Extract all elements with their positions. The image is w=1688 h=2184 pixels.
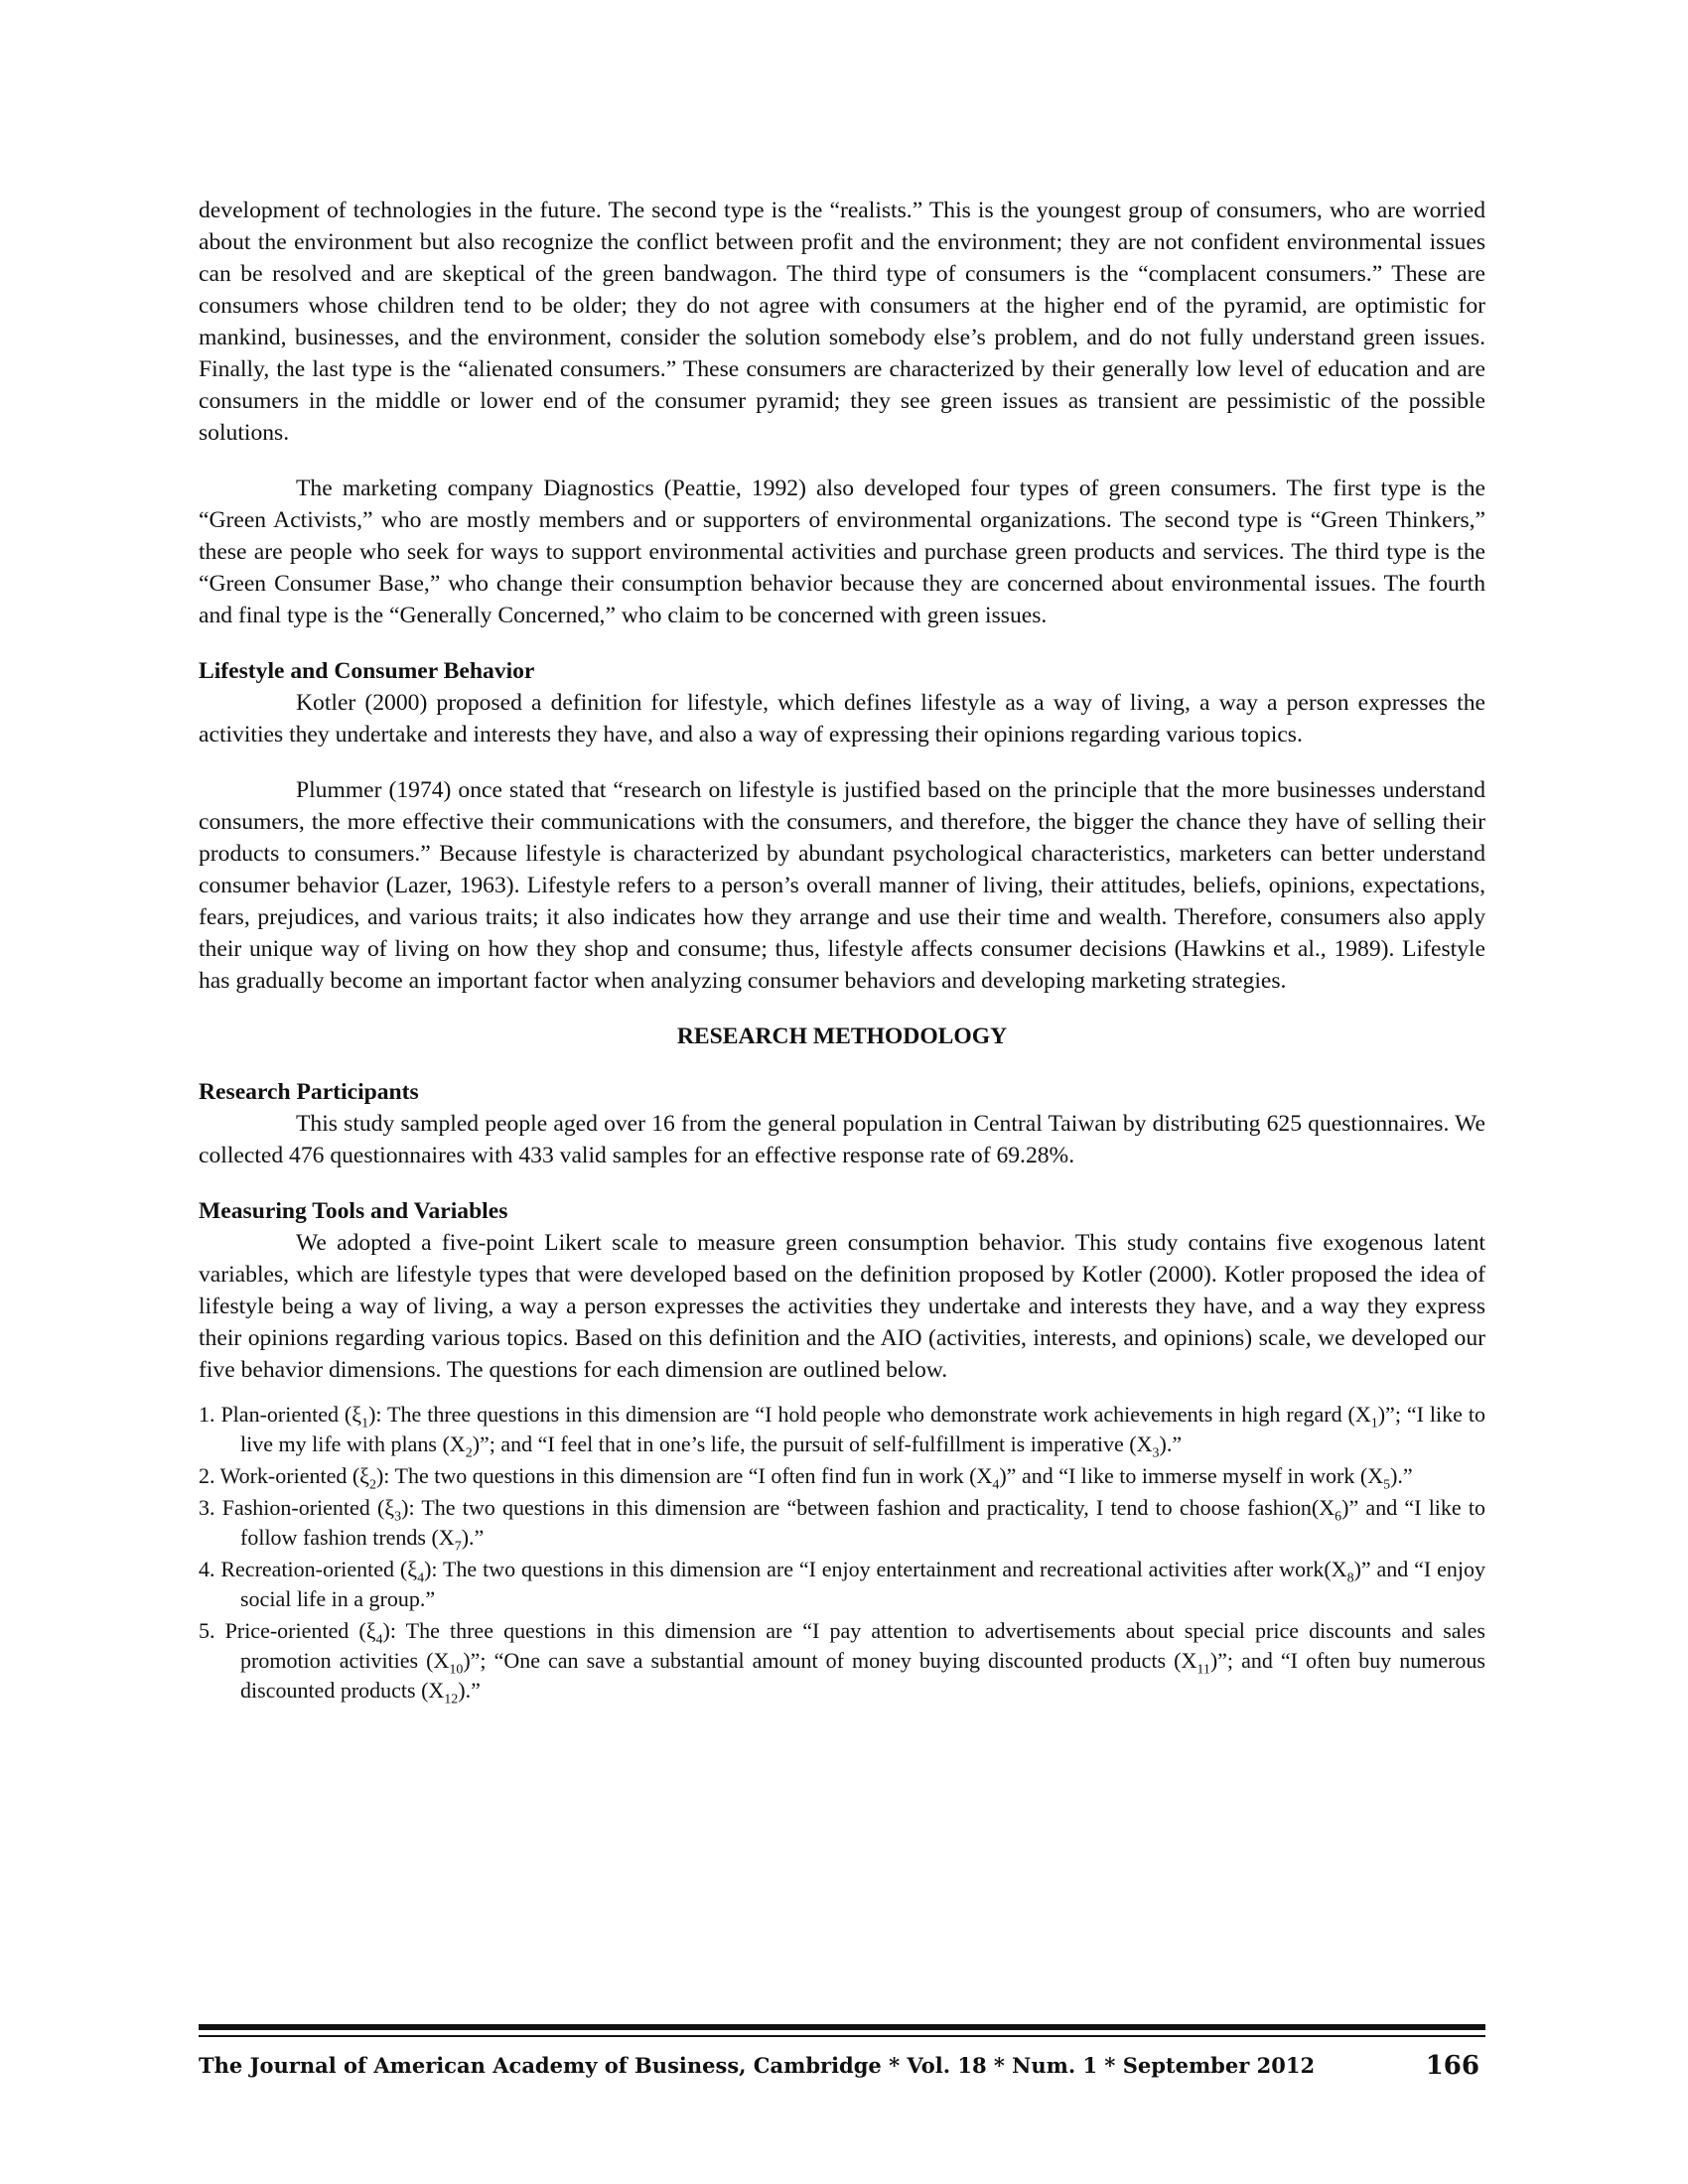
dimension-text: )”; “One can save a substantial amount of money buying discounted products (X <box>463 1648 1197 1673</box>
paragraph-consumer-types: development of technologies in the future. The second type is the “realists.” This is the youngest group of consumers, who are worried about the environment but also recognize the conflict between profit and the environment; they are not confident environmental issues can be resolved and are skeptical of the green bandwagon. The third type of consumers is the “complacent consumers.” These are consumers whose children tend to be older; they do not agree with consumers at the higher end of the pyramid, are optimistic for mankind, businesses, and the environment, consider the solution somebody else’s problem, and do not fully understand green issues. Finally, the last type is the “alienated consumers.” These consumers are characterized by their generally low level of education and are consumers in the middle or lower end of the consumer pyramid; they see green issues as transient are pessimistic of the possible solutions. <box>199 198 1485 446</box>
subscript: 8 <box>1346 1570 1354 1586</box>
subscript: 1 <box>1370 1416 1378 1432</box>
dimension-item-2 <box>199 1461 1485 1491</box>
paragraph-diagnostics-types: The marketing company Diagnostics (Peattie, 1992) also developed four types of green consumers. The first type is the “Green Activists,” who are mostly members and or supporters of environmental organizations. The second type is “Green Thinkers,” these are people who seek for ways to support environmental activities and purchase green products and services. The third type is the “Green Consumer Base,” who change their consumption behavior because they are concerned about environmental issues. The fourth and final type is the “Generally Concerned,” who claim to be concerned with green issues. <box>199 476 1485 628</box>
dimension-list <box>199 1400 1485 1706</box>
dimension-text: 3. Fashion-oriented (ξ <box>199 1495 395 1520</box>
subscript: 4 <box>992 1477 1000 1493</box>
dimension-text: 2. Work-oriented (ξ <box>199 1463 369 1488</box>
dimension-text: ).” <box>1390 1463 1413 1488</box>
paragraph-participants: This study sampled people aged over 16 from the general population in Central Taiwan by distributing 625 questionnaires. We collected 476 questionnaires with 433 valid samples for an effective response rate of 69.28%. <box>199 1111 1485 1168</box>
dimension-text: ): The two questions in this dimension are “I often find fun in work (X <box>375 1463 993 1488</box>
paragraph-measuring-tools: We adopted a five-point Likert scale to measure green consumption behavior. This study contains five exogenous latent variables, which are lifestyle types that were developed based on the definition proposed by Kotler (2000). Kotler proposed the idea of lifestyle being a way of living, a way a person expresses the activities they undertake and interests they have, and a way they express their opinions regarding various topics. Based on this definition and the AIO (activities, interests, and opinions) scale, we developed our five behavior dimensions. The questions for each dimension are outlined below. <box>199 1230 1485 1383</box>
dimension-text: )”; “I like to live my life with plans (X <box>240 1402 1485 1456</box>
dimension-item-3 <box>199 1493 1485 1553</box>
dimension-text: ): The three questions in this dimension are “I hold people who demonstrate work achievements in high regard (X <box>368 1402 1371 1427</box>
paragraph-plummer: Plummer (1974) once stated that “research on lifestyle is justified based on the principle that the more businesses understand consumers, the more effective their communications with the consumers, and therefore, the bigger the chance they have of selling their products to consumers.” Because lifestyle is characterized by abundant psychological characteristics, marketers can better understand consumer behavior (Lazer, 1963). Lifestyle refers to a person’s overall manner of living, their attitudes, beliefs, opinions, expectations, fears, prejudices, and various traits; it also indicates how they arrange and use their time and wealth. Therefore, consumers also apply their unique way of living on how they shop and consume; thus, lifestyle affects consumer decisions (Hawkins et al., 1989). Lifestyle has gradually become an important factor when analyzing consumer behaviors and developing marketing strategies. <box>199 777 1485 994</box>
dimension-text: ).” <box>1159 1432 1183 1456</box>
subscript: 2 <box>368 1477 376 1493</box>
heading-research-participants: Research Participants <box>199 1079 419 1105</box>
heading-lifestyle: Lifestyle and Consumer Behavior <box>199 658 535 684</box>
subscript: 4 <box>375 1632 383 1648</box>
dimension-text: ).” <box>461 1525 485 1550</box>
paragraph-kotler-definition: Kotler (2000) proposed a definition for lifestyle, which defines lifestyle as a way of living, a way a person expresses the activities they undertake and interests they have, and also a way of expressing their opinions regarding various topics. <box>199 690 1485 748</box>
dimension-text: )”; and “I often buy numerous discounted products (X <box>240 1648 1485 1703</box>
subscript: 3 <box>394 1509 402 1525</box>
footer-journal-citation: The Journal of American Academy of Business, Cambridge * Vol. 18 * Num. 1 * September 2012 <box>199 2053 1316 2078</box>
dimension-text: )” and “I enjoy social life in a group.” <box>240 1557 1486 1611</box>
footer-rule-thin <box>199 2035 1485 2037</box>
subscript: 5 <box>1383 1477 1391 1493</box>
subscript: 3 <box>1152 1445 1160 1461</box>
dimension-item-5 <box>199 1616 1485 1706</box>
subscript: 1 <box>361 1416 369 1432</box>
dimension-item-1 <box>199 1400 1485 1459</box>
subscript: 11 <box>1196 1662 1210 1678</box>
page-number: 166 <box>1425 2051 1479 2081</box>
subscript: 2 <box>465 1445 473 1461</box>
dimension-text: )” and “I like to follow fashion trends (X <box>240 1495 1485 1550</box>
dimension-text: ).” <box>458 1678 481 1703</box>
subscript: 6 <box>1335 1509 1342 1525</box>
dimension-text: )”; and “I feel that in one’s life, the pursuit of self-fulfillment is imperative (X <box>472 1432 1153 1456</box>
dimension-text: ): The two questions in this dimension are “between fashion and practicality, I tend to choose fashion(X <box>401 1495 1336 1520</box>
page-body <box>199 195 1485 1707</box>
subscript: 4 <box>417 1570 425 1586</box>
dimension-text: 5. Price-oriented (ξ <box>199 1618 376 1643</box>
dimension-text: )” and “I like to immerse myself in work (X <box>999 1463 1384 1488</box>
subscript: 10 <box>449 1662 464 1678</box>
dimension-text: ): The two questions in this dimension are “I enjoy entertainment and recreational activities after work(X <box>424 1557 1347 1581</box>
dimension-item-4 <box>199 1555 1485 1614</box>
subscript: 7 <box>454 1539 462 1555</box>
dimension-text: 4. Recreation-oriented (ξ <box>199 1557 418 1581</box>
dimension-text: 1. Plan-oriented (ξ <box>199 1402 362 1427</box>
footer-rule-thick <box>199 2024 1485 2030</box>
heading-measuring-tools: Measuring Tools and Variables <box>199 1198 508 1224</box>
dimension-text: ): The three questions in this dimension are “I pay attention to advertisements about special price discounts and sales promotion activities (X <box>240 1618 1485 1673</box>
section-title-research-methodology: RESEARCH METHODOLOGY <box>676 1024 1008 1049</box>
subscript: 12 <box>444 1692 459 1707</box>
